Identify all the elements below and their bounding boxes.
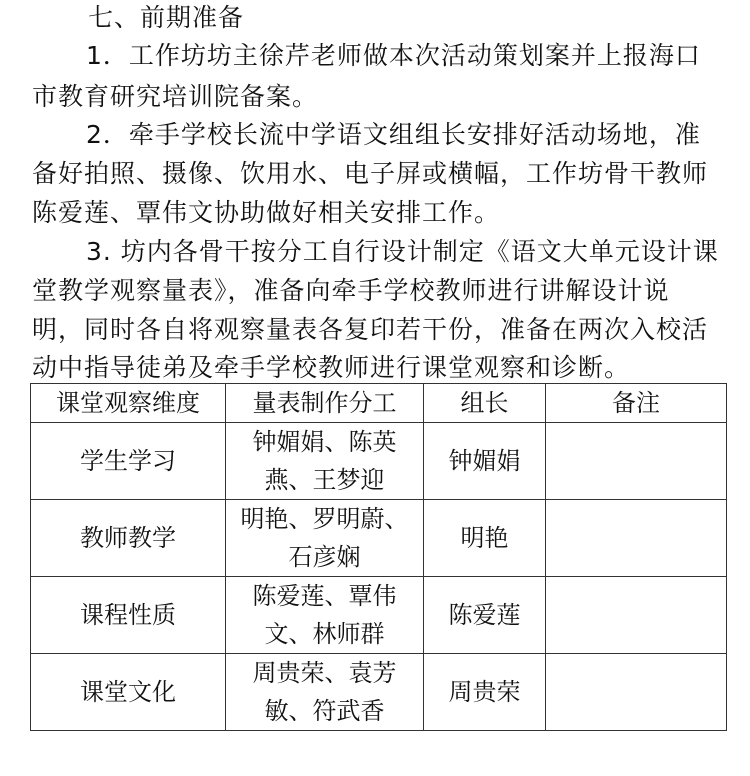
cell-leader: 明艳	[424, 500, 546, 577]
cell-leader: 周贵荣	[424, 654, 546, 731]
paragraph-line: 1．工作坊坊主徐芹老师做本次活动策划案并上报海口	[86, 41, 701, 70]
cell-leader: 钟媚娟	[424, 423, 546, 500]
cell-members	[226, 423, 424, 500]
members-text: 周贵荣、袁芳敏、符武香	[252, 659, 397, 725]
members-text: 明艳、罗明蔚、石彦娴	[240, 505, 409, 571]
table-header-row	[31, 384, 727, 423]
header-members: 量表制作分工	[226, 384, 424, 423]
table-row	[31, 654, 727, 731]
section-title: 七、前期准备	[88, 3, 245, 32]
table-row	[31, 500, 727, 577]
cell-dimension: 课程性质	[31, 577, 226, 654]
cell-note	[546, 423, 727, 500]
cell-members	[226, 577, 424, 654]
header-dimension: 课堂观察维度	[31, 384, 226, 423]
cell-members	[226, 654, 424, 731]
members-text: 陈爱莲、覃伟文、林师群	[252, 582, 397, 648]
table-row	[31, 423, 727, 500]
cell-leader: 陈爱莲	[424, 577, 546, 654]
cell-dimension: 教师教学	[31, 500, 226, 577]
table-row	[31, 577, 727, 654]
cell-note	[546, 577, 727, 654]
cell-dimension: 课堂文化	[31, 654, 226, 731]
header-leader: 组长	[424, 384, 546, 423]
cell-dimension: 学生学习	[31, 423, 226, 500]
paragraph-line: 2．牵手学校长流中学语文组组长安排好活动场地，准	[86, 120, 701, 149]
members-text: 钟媚娟、陈英燕、王梦迎	[252, 428, 397, 494]
paragraph-line: 3. 坊内各骨干按分工自行设计制定《语文大单元设计课	[86, 237, 719, 266]
paragraph-line: 备好拍照、摄像、饮用水、电子屏或横幅，工作坊骨干教师	[32, 159, 709, 188]
cell-note	[546, 654, 727, 731]
paragraph-line: 堂教学观察量表》，准备向牵手学校教师进行讲解设计说	[32, 276, 670, 305]
paragraph-line: 动中指导徒弟及牵手学校教师进行课堂观察和诊断。	[32, 353, 631, 382]
observation-table	[30, 383, 727, 731]
paragraph-line: 陈爱莲、覃伟文协助做好相关安排工作。	[32, 198, 501, 227]
cell-members	[226, 500, 424, 577]
header-note: 备注	[546, 384, 727, 423]
paragraph-line: 明，同时各自将观察量表各复印若干份，准备在两次入校活	[32, 315, 709, 344]
cell-note	[546, 500, 727, 577]
paragraph-line: 市教育研究培训院备案。	[32, 82, 319, 111]
